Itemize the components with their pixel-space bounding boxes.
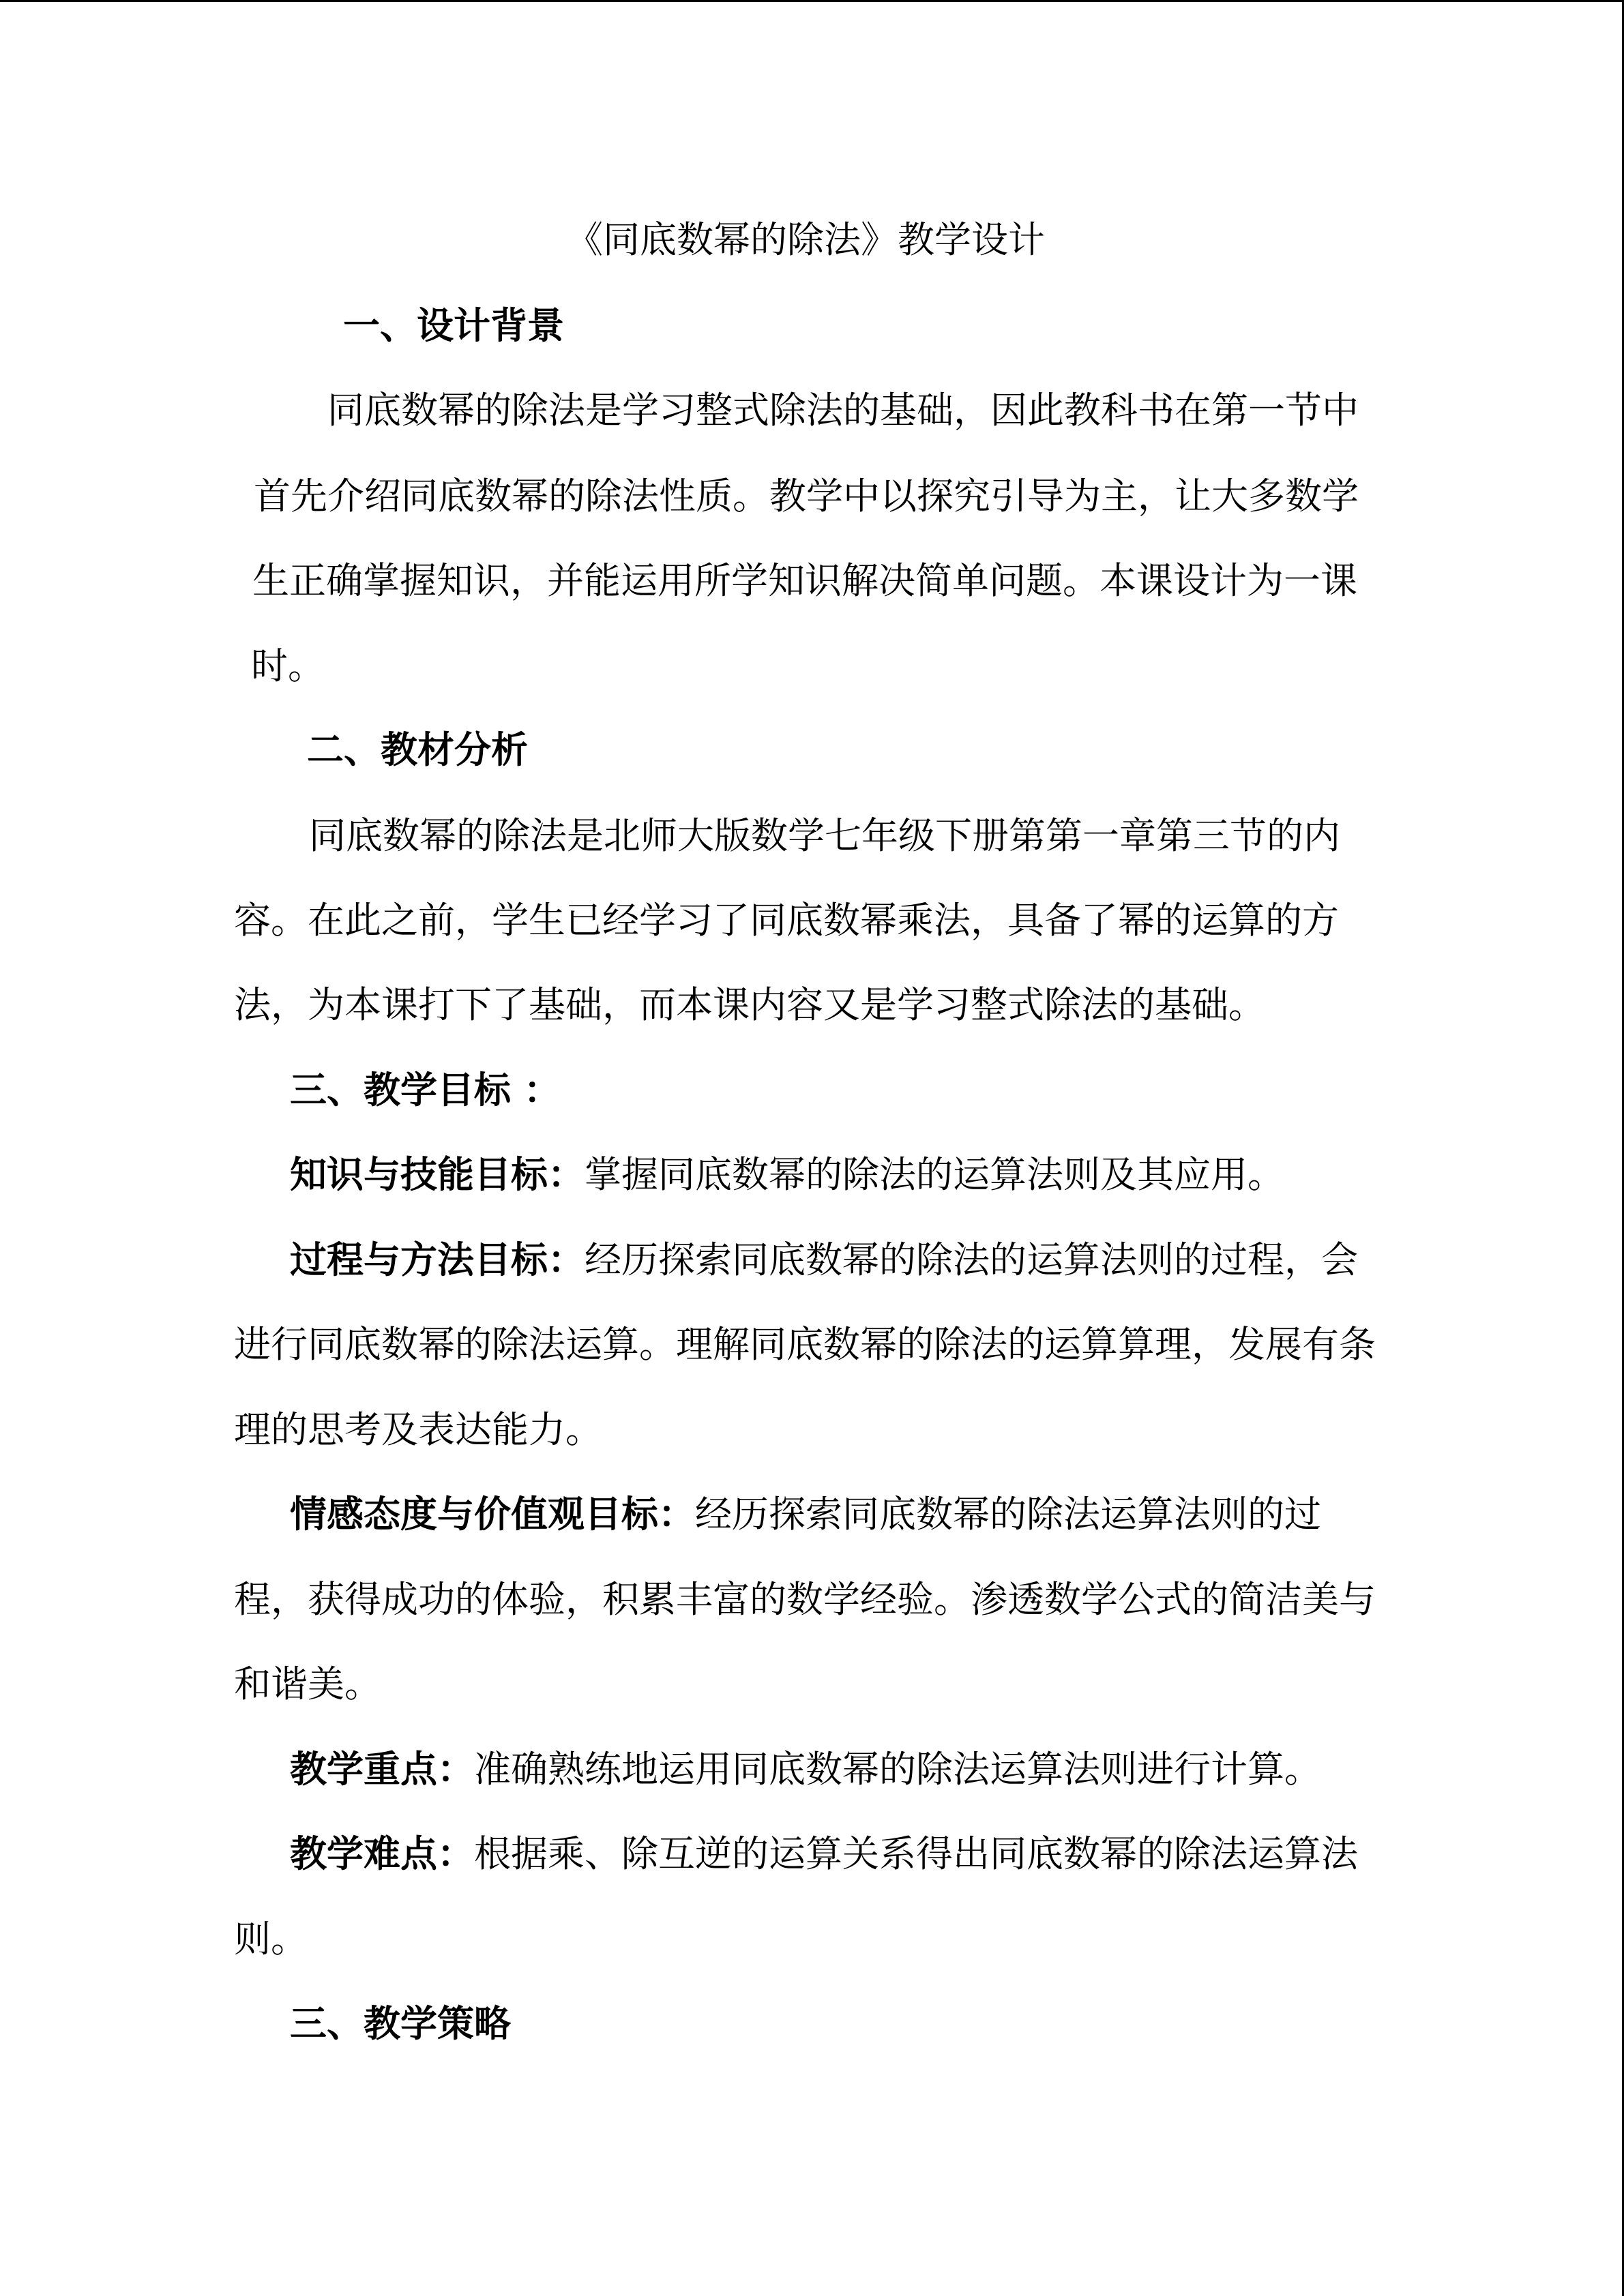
paragraph-line: 生正确掌握知识，并能运用所学知识解决简单问题。本课设计为一课 xyxy=(252,559,1357,602)
difficulty-label: 教学难点： xyxy=(290,1832,474,1875)
key-point-label: 教学重点： xyxy=(290,1748,474,1791)
paragraph-line: 时。 xyxy=(251,644,325,687)
knowledge-goal-line xyxy=(290,1148,1284,1202)
section-heading-teaching-goals: 三、教学目标 ： xyxy=(290,1069,561,1112)
key-point-line xyxy=(290,1742,1321,1797)
difficulty-text: 根据乘、除互逆的运算关系得出同底数幂的除法运算法 xyxy=(474,1832,1358,1875)
knowledge-goal-label: 知识与技能目标： xyxy=(290,1153,585,1196)
section-heading-teaching-strategy: 三、教学策略 xyxy=(290,2002,511,2045)
paragraph-line: 首先介绍同底数幂的除法性质。教学中以探究引导为主，让大多数学 xyxy=(254,475,1359,518)
paragraph-line: 同底数幂的除法是北师大版数学七年级下册第第一章第三节的内 xyxy=(309,814,1340,857)
process-goal-line xyxy=(290,1233,1358,1287)
process-goal-label: 过程与方法目标： xyxy=(290,1238,585,1281)
paragraph-line: 法，为本课打下了基础，而本课内容又是学习整式除法的基础。 xyxy=(234,983,1265,1026)
process-goal-text: 经历探索同底数幂的除法的运算法则的过程，会 xyxy=(585,1238,1358,1281)
knowledge-goal-text: 掌握同底数幂的除法的运算法则及其应用。 xyxy=(585,1153,1284,1196)
difficulty-line xyxy=(290,1827,1358,1881)
emotion-goal-text: 经历探索同底数幂的除法运算法则的过 xyxy=(695,1493,1321,1536)
section-heading-background: 一、设计背景 xyxy=(343,304,564,347)
key-point-text: 准确熟练地运用同底数幂的除法运算法则进行计算。 xyxy=(474,1748,1321,1791)
paragraph-line: 同底数幂的除法是学习整式除法的基础，因此教科书在第一节中 xyxy=(327,389,1359,432)
paragraph-line: 则。 xyxy=(234,1918,308,1960)
document-title: 《同底数幂的除法》教学设计 xyxy=(566,218,1045,261)
paragraph-line: 程，获得成功的体验，积累丰富的数学经验。渗透数学公式的简洁美与 xyxy=(234,1578,1376,1621)
emotion-goal-label: 情感态度与价值观目标： xyxy=(290,1493,695,1536)
page-border-top xyxy=(0,0,1624,2)
emotion-goal-line xyxy=(290,1487,1321,1542)
paragraph-line: 和谐美。 xyxy=(234,1663,381,1705)
paragraph-line: 容。在此之前，学生已经学习了同底数幂乘法，具备了幂的运算的方 xyxy=(234,899,1339,942)
section-heading-material-analysis: 二、教材分析 xyxy=(307,728,528,771)
paragraph-line: 理的思考及表达能力。 xyxy=(234,1408,602,1451)
paragraph-line: 进行同底数幂的除法运算。理解同底数幂的除法的运算算理，发展有条 xyxy=(234,1323,1376,1366)
